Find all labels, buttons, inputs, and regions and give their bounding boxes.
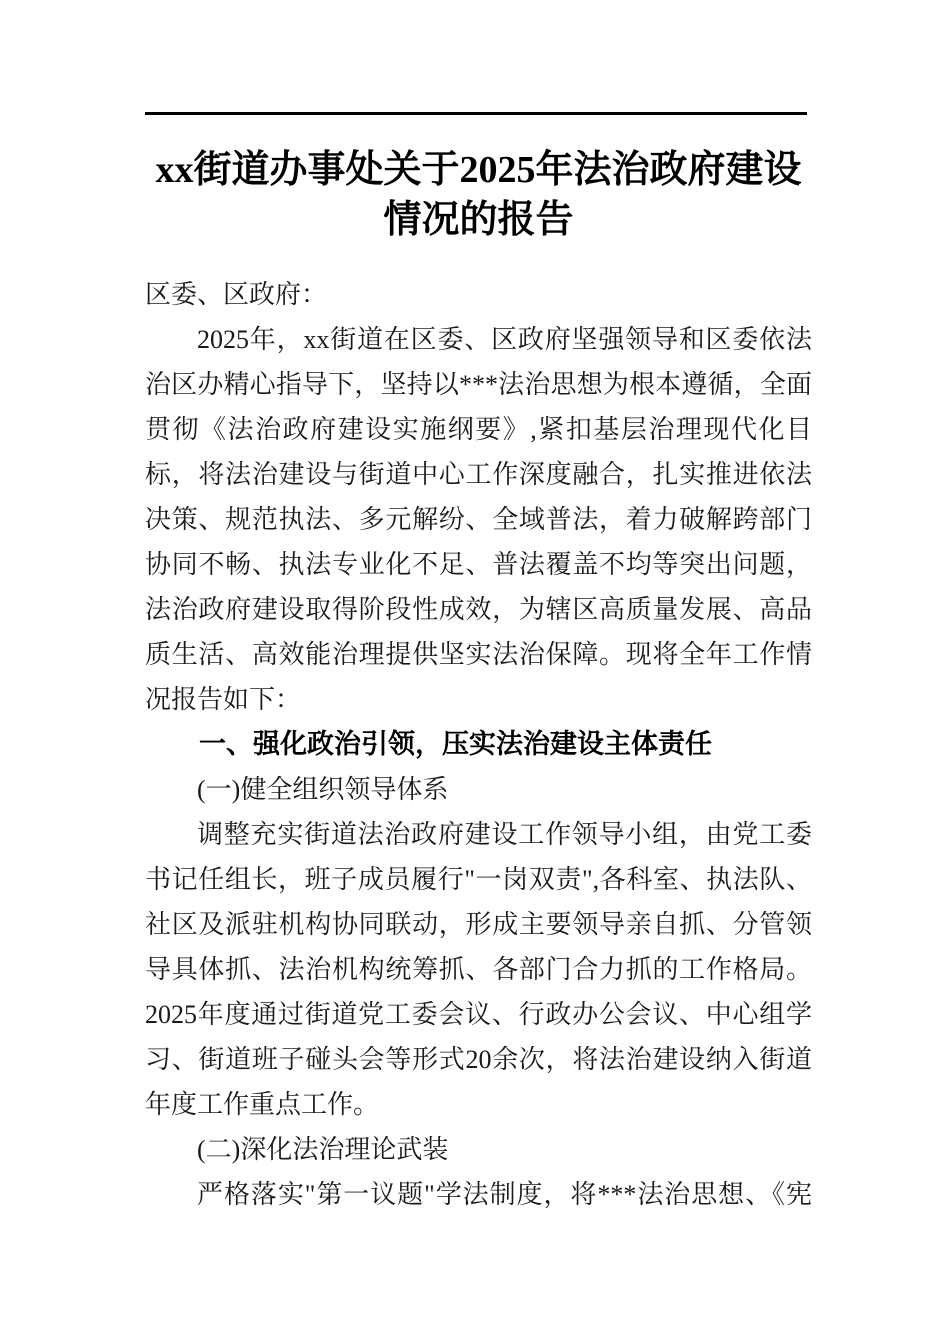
document-body: [145, 272, 812, 1217]
subsection-1-1-paragraph-line: 习、街道班子碰头会等形式20余次，将法治建设纳入街道: [145, 1045, 812, 1074]
subsection-1-1-paragraph-line: 调整充实街道法治政府建设工作领导小组，由党工委: [197, 820, 812, 849]
intro-paragraph-line: 况报告如下：: [145, 685, 302, 714]
intro-paragraph-line: 协同不畅、执法专业化不足、普法覆盖不均等突出问题，: [145, 550, 812, 579]
document-title-line-2: 情况的报告: [383, 199, 574, 241]
header-divider-rule: [145, 112, 807, 115]
subsection-1-1-paragraph-line: 书记任组长，班子成员履行"一岗双责",各科室、执法队、: [145, 865, 812, 894]
subsection-1-2-paragraph-line: 严格落实"第一议题"学法制度，将***法治思想、《宪: [197, 1180, 812, 1209]
subsection-1-1-heading: (一)健全组织领导体系: [197, 775, 449, 804]
subsection-1-2-heading: (二)深化法治理论武装: [197, 1135, 449, 1164]
document-content-area: [145, 0, 812, 1217]
subsection-1-1-paragraph-line: 社区及派驻机构协同联动，形成主要领导亲自抓、分管领: [145, 910, 812, 939]
section-1-heading: 一、强化政治引领，压实法治建设主体责任: [199, 729, 712, 759]
subsection-1-1-paragraph-line: 2025年度通过街道党工委会议、行政办公会议、中心组学: [145, 1000, 812, 1029]
intro-paragraph-line: 标，将法治建设与街道中心工作深度融合，扎实推进依法: [145, 460, 812, 489]
subsection-1-1-paragraph-line: 导具体抓、法治机构统筹抓、各部门合力抓的工作格局。: [145, 955, 812, 984]
intro-paragraph-line: 治区办精心指导下，坚持以***法治思想为根本遵循，全面: [145, 370, 812, 399]
intro-paragraph-line: 质生活、高效能治理提供坚实法治保障。现将全年工作情: [145, 640, 812, 669]
salutation-line: 区委、区政府：: [145, 280, 328, 309]
subsection-1-1-paragraph-line: 年度工作重点工作。: [145, 1090, 380, 1119]
intro-paragraph-line: 决策、规范执法、多元解纷、全域普法，着力破解跨部门: [145, 505, 812, 534]
document-title-line-1: xx街道办事处关于2025年法治政府建设: [155, 149, 802, 191]
document-title: [145, 145, 812, 245]
intro-paragraph-line: 法治政府建设取得阶段性成效，为辖区高质量发展、高品: [145, 595, 812, 624]
intro-paragraph-line: 2025年，xx街道在区委、区政府坚强领导和区委依法: [197, 325, 812, 354]
intro-paragraph-line: 贯彻《法治政府建设实施纲要》,紧扣基层治理现代化目: [145, 415, 812, 444]
